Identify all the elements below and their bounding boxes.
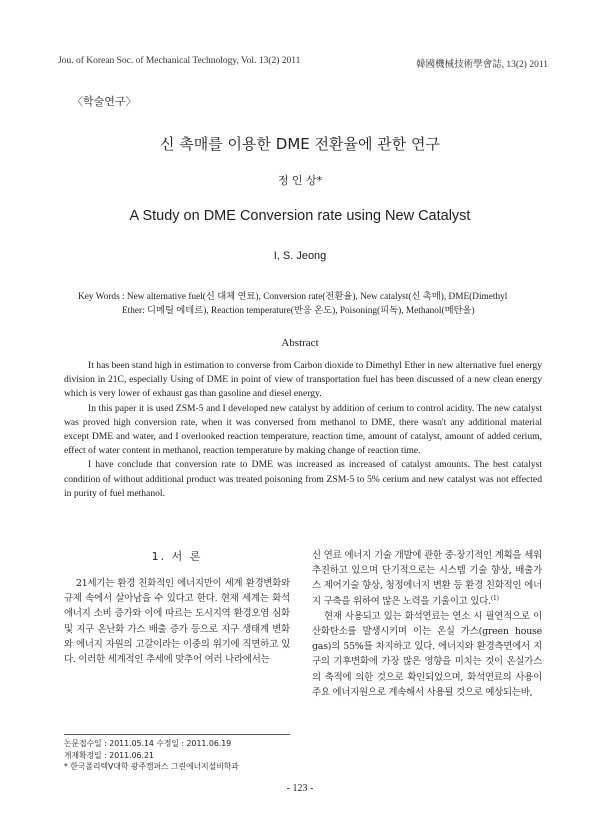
intro-paragraph-1-cont — [312, 548, 542, 609]
footnote-divider — [64, 734, 290, 735]
title-english: A Study on DME Conversion rate using New Catalyst — [129, 208, 471, 224]
intro-paragraph-2: 현재 사용되고 있는 화석연료는 연소 시 필연적으로 이산화탄소를 발생시키며 이는 온실 가스(green house gas)의 55%를 차지하고 있다. 에너지와 환경측면에서 지구의 기후변화에 가장 많은 영향을 미치는 것이 온실가스의 축적에 의한 것으로 확인되었으며, 화석연료의 사용이 주요 에너지원으로 계속해서 사용될 것으로 예상되는바, — [312, 610, 542, 698]
journal-header-ko: 韓國機械技術學會誌, 13(2) 2011 — [416, 60, 548, 70]
author-english: I, S. Jeong — [273, 250, 327, 262]
section-heading-introduction: 1. 서 론 — [151, 550, 203, 563]
footnote-affiliation: * 한국폴리텍V대학 광주캠퍼스 그린에너지설비학과 — [64, 762, 239, 771]
keywords-line-2: Ether: 디메틸 에테르), Reaction temperature(반응 온도), Poisoning(피독), Methanol(메탄올) — [122, 306, 475, 316]
footnote-received: 논문접수일 : 2011.05.14 수정일 : 2011.06.19 — [64, 739, 232, 748]
abstract-heading: Abstract — [281, 337, 319, 349]
page-number: - 123 - — [286, 783, 314, 794]
intro-left-text — [64, 576, 290, 667]
footnote-accepted: 게재확정일 : 2011.06.21 — [64, 750, 154, 760]
column-left — [64, 548, 290, 667]
abstract-paragraph-2: In this paper it is used ZSM-5 and I developed new catalyst by addition of cerium to control acidity. The new catalyst was proved high conversion rate, when it was conversed from methanol to DME, there wasn't any additional material except DME and water, and I overlooked reaction temperature, reaction time, amount of catalyst, amount of added cerium, effect of water content in methanol, reaction temperature by making change of reaction time. — [64, 402, 542, 457]
intro-right-text — [312, 548, 542, 700]
footnote — [64, 738, 304, 773]
abstract-body — [64, 359, 542, 501]
author-korean: 정 인 상* — [277, 174, 323, 187]
abstract-paragraph-3: I have conclude that conversion rate to DME was increased as increased of catalyst amounts. The best catalyst condition of without additional product was treated poisoning from ZSM-5 to 5% cerium and new catalyst was not effected in purity of fuel methanol. — [64, 459, 542, 499]
intro-paragraph-1: 21세기는 환경 친화적인 에너지만이 세계 환경변화와 규제 속에서 살아남을 수 있다고 한다. 현재 세계는 화석 에너지 소비 증가와 이에 따르는 도시지역 환경오염 심화 및 지구 온난화 가스 배출 증가 등으로 지구 생태계 변화와 에너지 자원의 고갈이라는 이중의 위기에 직면하고 있다. 이러한 세계적인 추세에 맞추어 여러 나라에서는 — [64, 578, 290, 666]
column-right — [312, 548, 542, 700]
title-korean: 신 촉매를 이용한 DME 전환율에 관한 연구 — [160, 135, 440, 153]
abstract-paragraph-1: It has been stand high in estimation to converse from Carbon dioxide to Dimethyl Ether in new alternative fuel energy division in 21C, especially Using of DME in point of view of transportation fuel has been discussed of a new clean energy which is very lower of exhaust gas than gasoline and diesel energy. — [64, 360, 542, 400]
keywords — [78, 290, 538, 318]
journal-header-en: Jou. of Korean Soc. of Mechanical Technology, Vol. 13(2) 2011 — [58, 56, 301, 66]
intro-p1-cont-text: 신 연료 에너지 기술 개발에 관한 중·장기적인 계획을 세워 추진하고 있으며 단기적으로는 시스템 기술 향상, 배출가스 제어기술 향상, 청정에너지 변환 등 환경 친화적인 에너지 구축을 위하여 많은 노력을 기울이고 있다. — [312, 550, 542, 607]
keywords-line-1: Key Words : New alternative fuel(신 대체 연료), Conversion rate(전환율), New catalyst(신 촉매), DME(Dimethyl — [78, 292, 508, 302]
article-category-tag: 〈학술연구〉 — [72, 95, 137, 108]
reference-marker-1: (1) — [490, 594, 499, 602]
